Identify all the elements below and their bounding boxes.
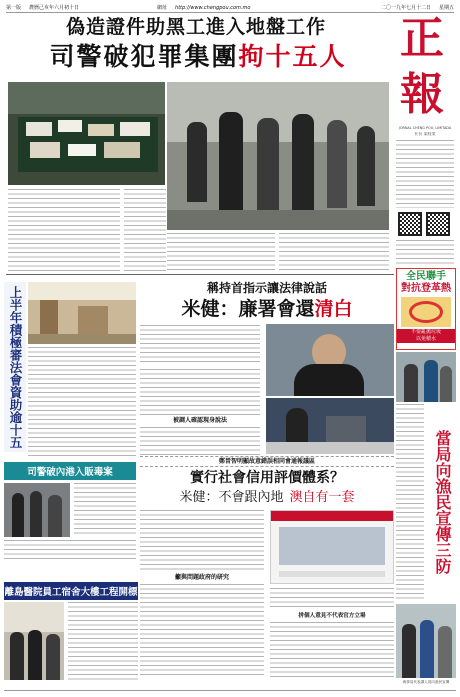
- credit-kicker: 實行社會信用評價體系？: [190, 470, 344, 486]
- top-bar: [6, 3, 454, 13]
- dengue-promo: [396, 268, 456, 350]
- masthead-info-1: 社長 梁桂榮: [414, 132, 436, 136]
- masthead-name-1: 正: [400, 13, 444, 64]
- fishermen-photo-top: [396, 352, 456, 402]
- credit-headline: [140, 488, 394, 508]
- qr-code-2[interactable]: [426, 212, 450, 236]
- credit-text-2: [270, 588, 394, 610]
- mid-story-text-2: [140, 369, 260, 415]
- police-smuggle-text: [74, 483, 136, 537]
- mi-jian-portrait: [266, 324, 394, 396]
- hospital-title: 離島醫院員工宿舍大樓工程開標: [4, 582, 138, 600]
- bottom-right-text: [270, 622, 394, 678]
- promo-illustration: [401, 297, 451, 327]
- promo-top: 全民聯手: [406, 271, 446, 282]
- lunar-date: 農曆己亥年六月初十日: [29, 5, 80, 11]
- mid-headline-b: 清白: [314, 298, 353, 320]
- hospital-tender-photo: [4, 602, 64, 680]
- lead-headline-a: 司警破犯罪集團: [49, 42, 239, 71]
- bottom-rule: [4, 690, 456, 691]
- lead-body-text-4: [279, 233, 389, 271]
- weekday: 星期五: [438, 5, 454, 11]
- lead-body-text-3: [167, 233, 275, 271]
- police-smuggle-text-2: [4, 540, 136, 562]
- bottom-right-caption: 海事局代表講人員向漁民宣傳: [402, 680, 450, 684]
- masthead: [394, 14, 456, 266]
- masthead-info-block-2: [396, 240, 454, 264]
- mid-kicker: 稱持首指示讓法律說話: [206, 281, 327, 295]
- mid-headline: [140, 296, 394, 322]
- promo-bottom: 對抗登革熱: [401, 283, 451, 294]
- left-vertical-headline: 上半年積極審法會資助逾十五: [4, 282, 26, 452]
- police-smuggle-title: 司警破內港入販毒案: [4, 462, 136, 480]
- website-label: 網址: [157, 5, 168, 11]
- promo-caption-1: 不要亂拋垃圾: [397, 329, 455, 336]
- section-label: 第一版: [6, 5, 22, 11]
- bottom-right-subhead: 拼個人意見不代表官方立場: [298, 613, 366, 619]
- credit-website-screenshot: [270, 510, 394, 584]
- credit-headline-b: 澳自有一套: [289, 490, 355, 505]
- credit-headline-a: 米健：不會跟內地: [179, 490, 284, 505]
- website-link[interactable]: http://www.chengpou.com.mo: [175, 5, 251, 11]
- qr-code-1[interactable]: [398, 212, 422, 236]
- mid-headline-a: 米健：廉署會還: [181, 298, 315, 320]
- lead-headline: [2, 40, 394, 74]
- mid-footer-note: 鄭晉智明顯故意錯誤相同會通報議區: [140, 456, 394, 467]
- research-subhead: 籲與問題政府的研究: [174, 574, 229, 581]
- promo-caption-2: 以免積水: [397, 336, 455, 343]
- masthead-info-block: [396, 140, 454, 208]
- research-text: [140, 584, 264, 676]
- left-story-text: [28, 347, 136, 457]
- lead-body-text-2: [124, 189, 166, 271]
- masthead-name-2: 報: [400, 69, 444, 120]
- press-conference-photo: [266, 398, 394, 454]
- hospital-text: [68, 602, 138, 680]
- issue-date: 二〇一九年七月十二日: [380, 5, 431, 11]
- mid-story-text-3: [140, 427, 260, 455]
- fishermen-text: [396, 404, 424, 600]
- arrest-photo: [167, 82, 389, 230]
- section-divider: [6, 274, 394, 275]
- right-vertical-headline: 當局向漁民宣傳三防: [433, 430, 452, 574]
- lead-kicker: 偽造證件助黑工進入地盤工作: [65, 16, 326, 38]
- police-smuggle-photo: [4, 483, 70, 537]
- seized-documents-photo: [8, 82, 165, 185]
- lead-headline-b: 拘十五人: [238, 42, 347, 71]
- mid-story-text: [140, 325, 260, 365]
- masthead-company: JORNAL CHENG POU, LIMITADA: [398, 126, 452, 130]
- office-interior-photo: [28, 282, 136, 344]
- credit-text: [140, 510, 264, 570]
- lead-body-text: [8, 189, 120, 271]
- mid-subhead: 被調人確認現身說法: [172, 417, 227, 424]
- fishermen-photo-bottom: [396, 604, 456, 678]
